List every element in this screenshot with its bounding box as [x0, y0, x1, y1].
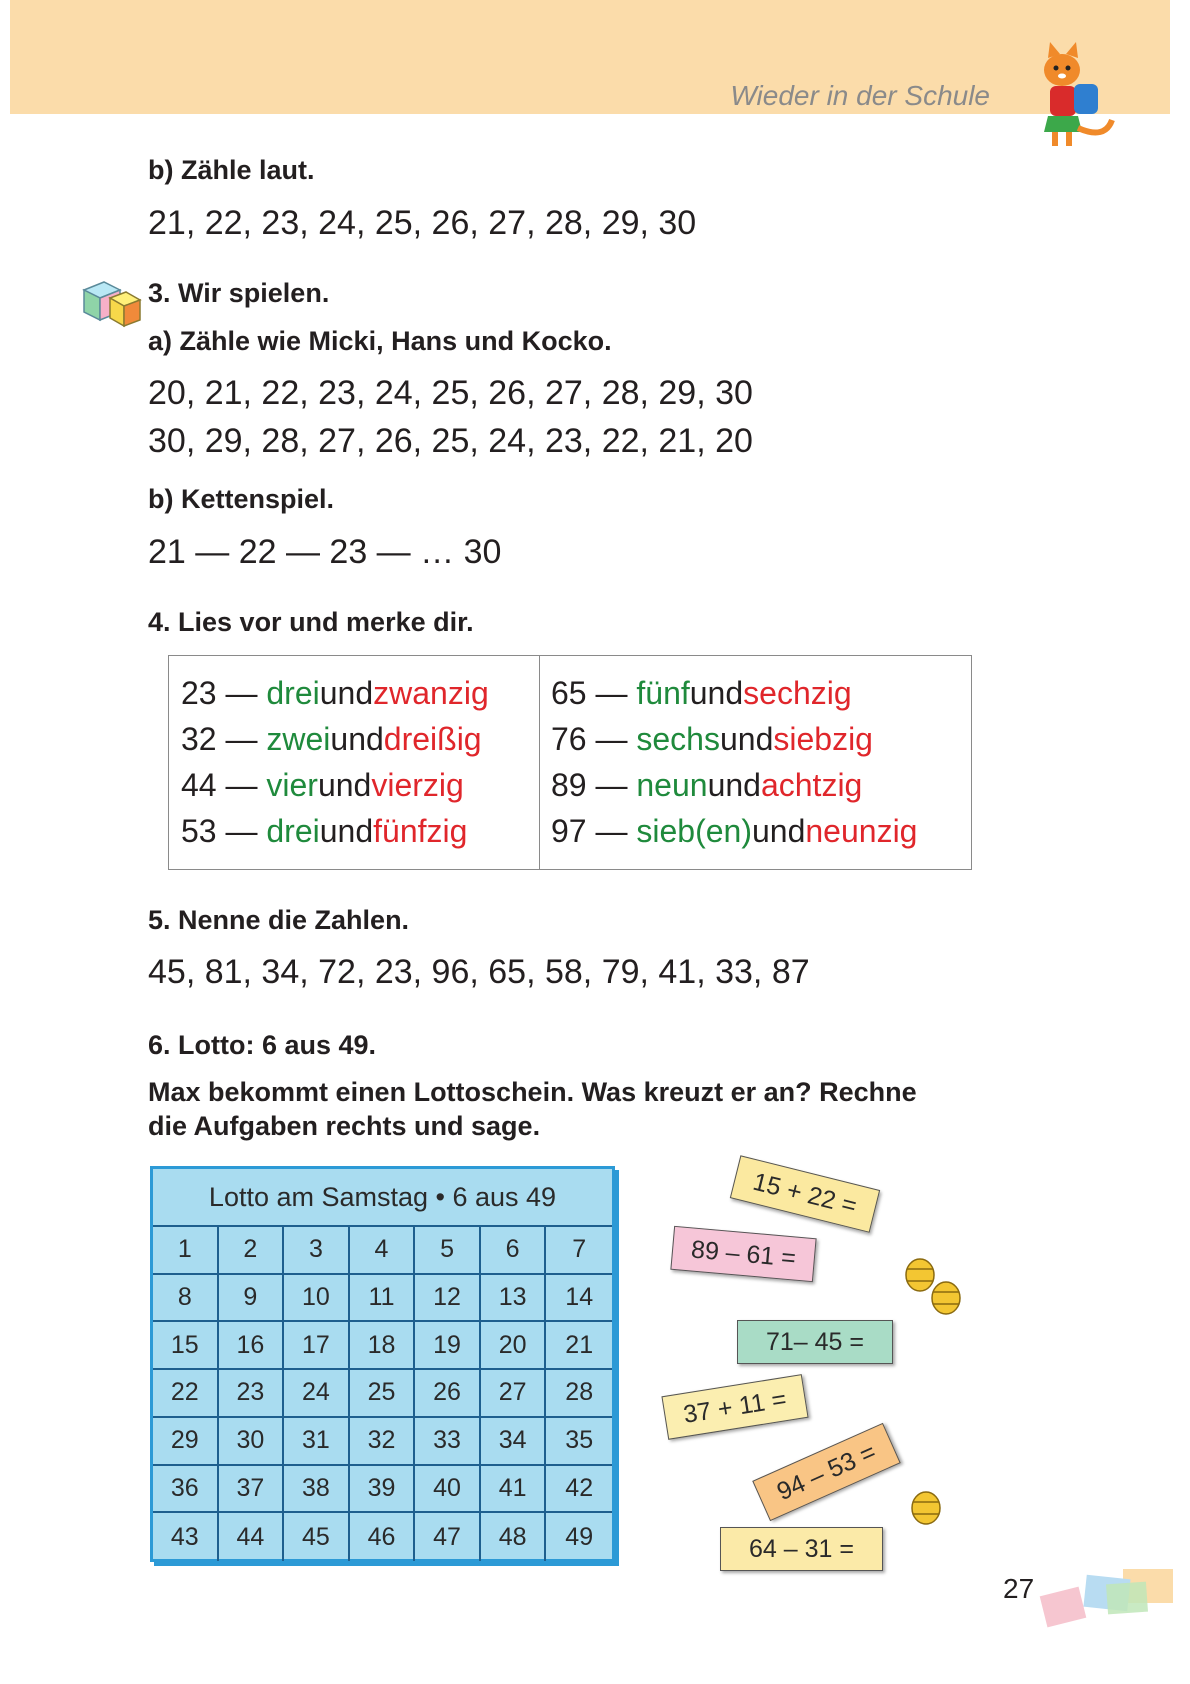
lotto-title: Lotto am Samstag • 6 aus 49 — [208, 1182, 557, 1212]
row-tens: sechzig — [743, 675, 852, 711]
exercise-2b-numbers: 21, 22, 23, 24, 25, 26, 27, 28, 29, 30 — [148, 204, 697, 242]
lotto-number-cell[interactable]: 20 — [481, 1322, 547, 1370]
row-units: sechs — [636, 721, 720, 757]
row-number: 23 — — [181, 675, 267, 711]
dice-icon — [80, 276, 142, 330]
row-units: fünf — [636, 675, 690, 711]
lotto-number-cell[interactable]: 39 — [350, 1466, 416, 1514]
lotto-number-cell[interactable]: 48 — [481, 1513, 547, 1561]
row-und: und — [319, 675, 374, 711]
row-und: und — [319, 813, 374, 849]
lotto-number-cell[interactable]: 35 — [546, 1418, 612, 1466]
header-band — [10, 0, 1170, 114]
lotto-number-cell[interactable]: 29 — [153, 1418, 219, 1466]
row-und: und — [707, 767, 761, 803]
lotto-number-cell[interactable]: 42 — [546, 1466, 612, 1514]
math-card: 89 – 61 = — [670, 1226, 816, 1282]
exercise-4-heading: 4. Lies vor und merke dir. — [148, 607, 474, 637]
lotto-number-cell[interactable]: 13 — [481, 1275, 547, 1323]
math-card: 64 – 31 = — [720, 1527, 883, 1571]
row-tens: dreißig — [383, 721, 482, 757]
lotto-number-cell[interactable]: 41 — [481, 1466, 547, 1514]
exercise-3a-line-2: 30, 29, 28, 27, 26, 25, 24, 23, 22, 21, 20 — [148, 422, 753, 460]
lotto-number-cell[interactable]: 9 — [219, 1275, 285, 1323]
lotto-number-cell[interactable]: 25 — [350, 1370, 416, 1418]
lotto-number-cell[interactable]: 2 — [219, 1227, 285, 1275]
lotto-number-cell[interactable]: 8 — [153, 1275, 219, 1323]
number-word-row — [551, 762, 917, 808]
lotto-number-cell[interactable]: 40 — [415, 1466, 481, 1514]
math-card: 71– 45 = — [737, 1320, 893, 1364]
row-units: zwei — [266, 721, 331, 757]
row-units: sieb(en) — [636, 813, 752, 849]
lotto-number-cell[interactable]: 19 — [415, 1322, 481, 1370]
row-number: 76 — — [551, 721, 637, 757]
row-tens: neunzig — [805, 813, 918, 849]
number-word-row — [551, 670, 917, 716]
lotto-number-cell[interactable]: 46 — [350, 1513, 416, 1561]
exercise-6-heading: 6. Lotto: 6 aus 49. — [148, 1030, 377, 1060]
lotto-number-cell[interactable]: 11 — [350, 1275, 416, 1323]
chapter-title: Wieder in der Schule — [730, 80, 990, 111]
row-und: und — [330, 721, 384, 757]
exercise-2b-heading: b) Zähle laut. — [148, 155, 315, 185]
lotto-number-cell[interactable]: 49 — [565, 1522, 594, 1551]
row-tens: zwanzig — [373, 675, 489, 711]
row-units: drei — [266, 675, 320, 711]
lotto-number-cell[interactable]: 34 — [481, 1418, 547, 1466]
number-word-row — [181, 670, 489, 716]
lotto-number-cell[interactable]: 6 — [481, 1227, 547, 1275]
row-tens: fünfzig — [373, 813, 468, 849]
row-und: und — [317, 767, 372, 803]
exercise-6-text-line-1: Max bekommt einen Lottoschein. Was kreuzt er an? Rechne — [148, 1077, 917, 1107]
number-words-table — [168, 655, 972, 870]
table-divider — [539, 656, 540, 869]
page-number: 27 — [1003, 1573, 1035, 1604]
row-number: 44 — — [181, 767, 267, 803]
exercise-3b-heading: b) Kettenspiel. — [148, 484, 335, 514]
exercise-3b-line: 21 — 22 — 23 — … 30 — [148, 533, 502, 571]
lotto-barrel-icon — [910, 1490, 942, 1526]
lotto-number-cell[interactable]: 36 — [153, 1466, 219, 1514]
exercise-3-heading: 3. Wir spielen. — [148, 278, 330, 308]
lotto-number-cell[interactable]: 26 — [415, 1370, 481, 1418]
lotto-number-cell[interactable]: 1 — [153, 1227, 219, 1275]
number-word-row — [551, 716, 917, 762]
lotto-number-cell[interactable]: 15 — [153, 1322, 219, 1370]
cat-mascot-icon — [1020, 40, 1120, 150]
number-word-row — [181, 716, 489, 762]
lotto-number-cell[interactable]: 33 — [415, 1418, 481, 1466]
exercise-3a-line-1: 20, 21, 22, 23, 24, 25, 26, 27, 28, 29, 30 — [148, 374, 753, 412]
lotto-number-cell[interactable]: 32 — [350, 1418, 416, 1466]
lotto-number-cell[interactable]: 14 — [546, 1275, 612, 1323]
row-tens: achtzig — [760, 767, 863, 803]
row-und: und — [689, 675, 744, 711]
row-und: und — [751, 813, 806, 849]
lotto-number-cell[interactable]: 23 — [219, 1370, 285, 1418]
row-units: neun — [636, 767, 708, 803]
lotto-number-cell[interactable]: 16 — [219, 1322, 285, 1370]
lotto-number-cell[interactable]: 24 — [284, 1370, 350, 1418]
lotto-number-cell[interactable]: 31 — [284, 1418, 350, 1466]
exercise-5-heading: 5. Nenne die Zahlen. — [148, 905, 410, 935]
lotto-number-cell[interactable]: 27 — [481, 1370, 547, 1418]
lotto-number-cell[interactable]: 22 — [153, 1370, 219, 1418]
lotto-number-cell[interactable]: 47 — [415, 1513, 481, 1561]
lotto-barrel-icon — [930, 1280, 962, 1316]
lotto-number-cell[interactable]: 38 — [284, 1466, 350, 1514]
lotto-number-cell[interactable]: 30 — [219, 1418, 285, 1466]
math-card: 37 + 11 = — [661, 1374, 808, 1440]
math-card: 94 – 53 = — [752, 1423, 901, 1521]
lotto-number-cell[interactable]: 45 — [284, 1513, 350, 1561]
number-words-right-column — [551, 670, 917, 854]
row-number: 65 — — [551, 675, 637, 711]
row-number: 53 — — [181, 813, 267, 849]
number-word-row — [181, 762, 489, 808]
row-und: und — [719, 721, 774, 757]
lotto-number-cell[interactable]: 7 — [546, 1227, 612, 1275]
number-word-row — [181, 808, 489, 854]
row-number: 32 — — [181, 721, 267, 757]
row-number: 89 — — [551, 767, 637, 803]
lotto-grid — [153, 1225, 612, 1561]
number-words-left-column — [181, 670, 489, 854]
lotto-number-cell[interactable]: 10 — [284, 1275, 350, 1323]
number-word-row — [551, 808, 917, 854]
lotto-ticket — [150, 1166, 615, 1562]
lotto-number-cell[interactable]: 12 — [415, 1275, 481, 1323]
lotto-number-cell[interactable]: 44 — [219, 1513, 285, 1561]
row-units: vier — [266, 767, 318, 803]
lotto-number-cell[interactable]: 3 — [284, 1227, 350, 1275]
lotto-number-cell[interactable]: 5 — [415, 1227, 481, 1275]
lotto-number-cell[interactable]: 43 — [153, 1513, 219, 1561]
lotto-number-cell[interactable]: 17 — [284, 1322, 350, 1370]
lotto-number-cell[interactable]: 21 — [546, 1322, 612, 1370]
row-tens: siebzig — [773, 721, 873, 757]
lotto-number-cell[interactable]: 28 — [546, 1370, 612, 1418]
row-number: 97 — — [551, 813, 637, 849]
lotto-number-cell[interactable]: 18 — [350, 1322, 416, 1370]
lotto-number-cell[interactable]: 4 — [350, 1227, 416, 1275]
exercise-6-text-line-2: die Aufgaben rechts und sage. — [148, 1111, 541, 1141]
corner-decoration — [1035, 1565, 1175, 1635]
row-tens: vierzig — [371, 767, 464, 803]
exercise-5-numbers: 45, 81, 34, 72, 23, 96, 65, 58, 79, 41, 33, 87 — [148, 953, 810, 991]
lotto-number-cell[interactable]: 37 — [219, 1466, 285, 1514]
math-card: 15 + 22 = — [730, 1155, 880, 1232]
row-units: drei — [266, 813, 320, 849]
exercise-3a-heading: a) Zähle wie Micki, Hans und Kocko. — [148, 326, 612, 356]
